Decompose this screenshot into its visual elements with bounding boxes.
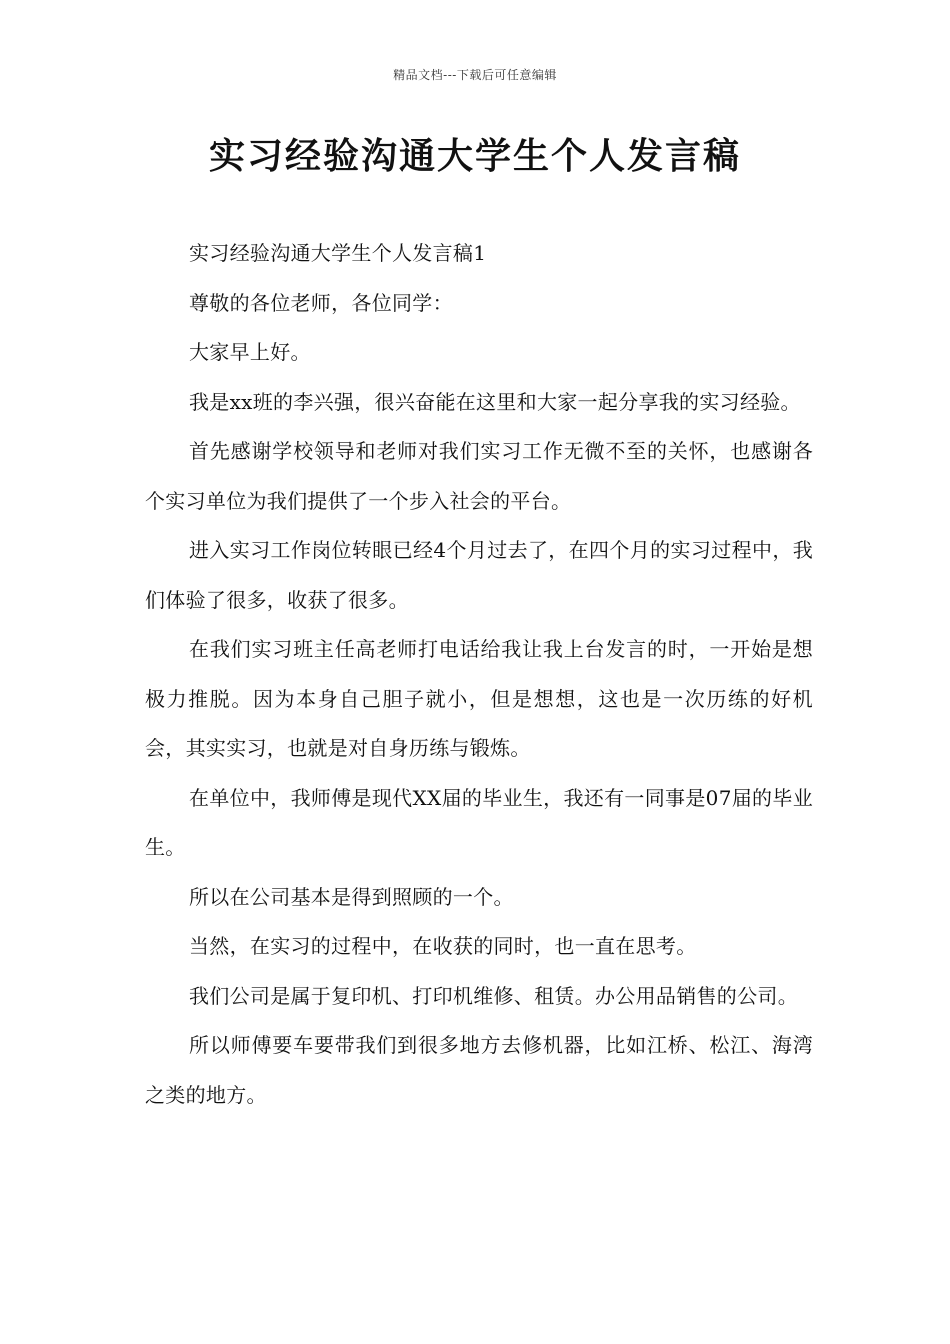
paragraph: 大家早上好。 xyxy=(189,340,311,364)
paragraph: 实习经验沟通大学生个人发言稿1 xyxy=(189,241,487,265)
paragraph: 尊敬的各位老师，各位同学： xyxy=(189,290,453,315)
paragraph: 当然，在实习的过程中，在收获的同时，也一直在思考。 xyxy=(189,934,697,958)
header-note: 精品文档---下载后可任意编辑 xyxy=(393,68,557,82)
paragraph: 我是xx班的李兴强，很兴奋能在这里和大家一起分享我的实习经验。 xyxy=(189,389,801,414)
paragraph: 我们公司是属于复印机、打印机维修、租赁。办公用品销售的公司。 xyxy=(189,983,798,1008)
paragraph: 所以在公司基本是得到照顾的一个。 xyxy=(189,884,514,909)
document-body xyxy=(145,229,813,1120)
paragraph: 进入实习工作岗位转眼已经4个月过去了，在四个月的实习过程中，我们体验了很多，收获了很多。 xyxy=(145,538,813,612)
paragraph: 在我们实习班主任高老师打电话给我让我上台发言的时，一开始是想极力推脱。因为本身自己胆子就小，但是想想，这也是一次历练的好机会，其实实习，也就是对自身历练与锻炼。 xyxy=(145,637,813,760)
paragraph: 在单位中，我师傅是现代XX届的毕业生，我还有一同事是07届的毕业生。 xyxy=(145,785,813,859)
document-title: 实习经验沟通大学生个人发言稿 xyxy=(208,136,741,177)
paragraph: 所以师傅要车要带我们到很多地方去修机器，比如江桥、松江、海湾之类的地方。 xyxy=(145,1033,813,1107)
paragraph: 首先感谢学校领导和老师对我们实习工作无微不至的关怀，也感谢各个实习单位为我们提供了一个步入社会的平台。 xyxy=(145,439,813,513)
